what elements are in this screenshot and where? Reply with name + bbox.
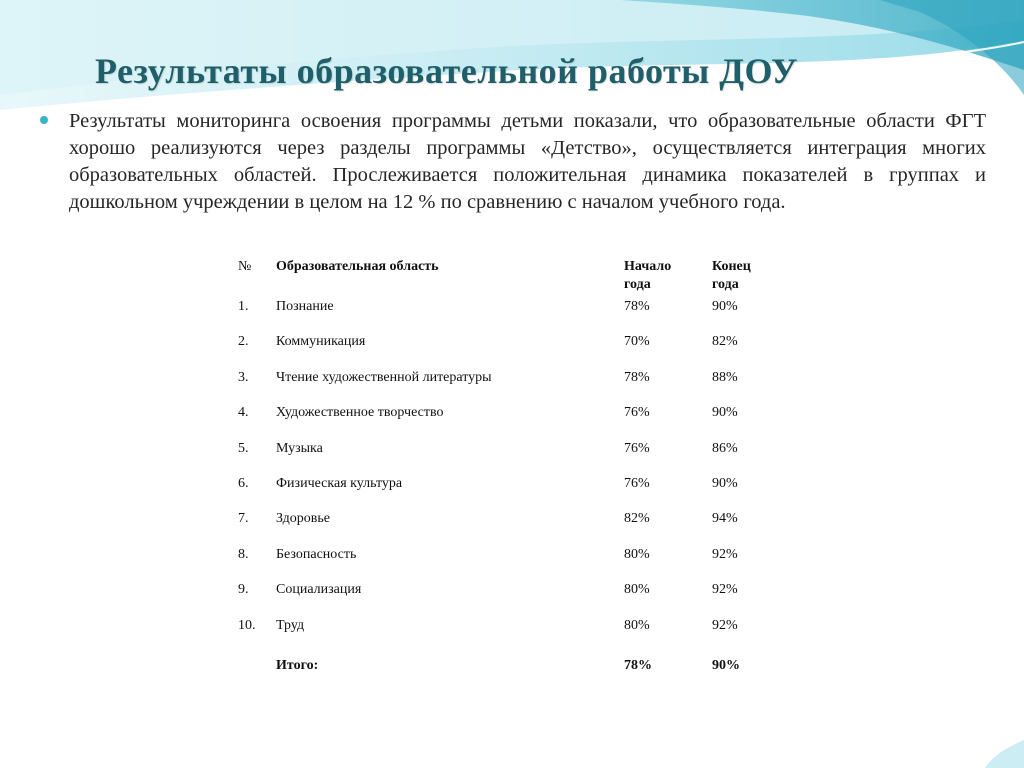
row-end: 86% xyxy=(712,440,738,456)
row-num: 2. xyxy=(238,334,249,350)
body-paragraph: Результаты мониторинга освоения программы детьми показали, что образовательные области ФГТ хорошо реализуются через разделы программы «Детство», осуществляется интеграция многих образовательных областей. Прослеживается положительная динамика показателей в группах и дошкольном учреждении в целом на 12 % по сравнению с началом учебного года. xyxy=(69,110,986,213)
table-row xyxy=(232,510,782,545)
bullet-dot-icon xyxy=(40,116,48,124)
table-total-row xyxy=(232,652,782,688)
table-row xyxy=(232,298,782,333)
slide-title: Результаты образовательной работы ДОУ xyxy=(95,51,798,91)
total-label: Итого: xyxy=(276,657,319,673)
row-num: 3. xyxy=(238,369,249,385)
header-start-line1: Начало xyxy=(624,259,672,274)
row-start: 76% xyxy=(624,405,650,421)
row-area: Безопасность xyxy=(276,546,357,562)
header-end-line2: года xyxy=(712,277,739,292)
row-end: 92% xyxy=(712,617,738,633)
row-end: 90% xyxy=(712,475,738,491)
row-area: Физическая культура xyxy=(276,475,403,491)
row-start: 80% xyxy=(624,582,650,598)
row-num: 10. xyxy=(238,617,256,633)
header-num: № xyxy=(238,259,252,274)
row-area: Познание xyxy=(276,299,334,314)
header-end xyxy=(712,254,782,298)
results-table xyxy=(232,254,782,688)
header-start-line2: года xyxy=(624,277,651,292)
table-row xyxy=(232,475,782,510)
row-num: 1. xyxy=(238,299,249,314)
row-start: 76% xyxy=(624,440,650,456)
table-row xyxy=(232,369,782,404)
table-row xyxy=(232,581,782,616)
row-start: 70% xyxy=(624,334,650,350)
table-row xyxy=(232,617,782,652)
row-start: 78% xyxy=(624,299,650,314)
header-area: Образовательная область xyxy=(276,259,439,274)
row-end: 82% xyxy=(712,334,738,350)
table-row xyxy=(232,333,782,368)
row-end: 88% xyxy=(712,369,738,385)
row-end: 90% xyxy=(712,405,738,421)
row-end: 92% xyxy=(712,582,738,598)
row-area: Здоровье xyxy=(276,511,330,527)
row-start: 80% xyxy=(624,546,650,562)
row-area: Социализация xyxy=(276,582,362,598)
row-area: Чтение художественной литературы xyxy=(276,369,492,385)
row-end: 90% xyxy=(712,299,738,314)
row-end: 94% xyxy=(712,511,738,527)
table-row xyxy=(232,546,782,581)
table-row xyxy=(232,440,782,475)
row-area: Коммуникация xyxy=(276,334,366,350)
row-end: 92% xyxy=(712,546,738,562)
table-header-row xyxy=(232,254,782,298)
total-end: 90% xyxy=(712,657,740,673)
total-start: 78% xyxy=(624,657,652,673)
row-num: 9. xyxy=(238,582,249,598)
header-start xyxy=(624,254,712,298)
row-start: 76% xyxy=(624,475,650,491)
row-start: 78% xyxy=(624,369,650,385)
row-start: 80% xyxy=(624,617,650,633)
row-num: 5. xyxy=(238,440,249,456)
row-area: Труд xyxy=(276,617,305,633)
row-area: Музыка xyxy=(276,440,323,456)
row-num: 6. xyxy=(238,475,249,491)
table-row xyxy=(232,404,782,439)
header-end-line1: Конец xyxy=(712,259,751,274)
row-num: 7. xyxy=(238,511,249,527)
row-num: 4. xyxy=(238,405,249,421)
row-num: 8. xyxy=(238,546,249,562)
total-num-empty xyxy=(232,652,276,688)
row-area: Художественное творчество xyxy=(276,405,444,421)
row-start: 82% xyxy=(624,511,650,527)
